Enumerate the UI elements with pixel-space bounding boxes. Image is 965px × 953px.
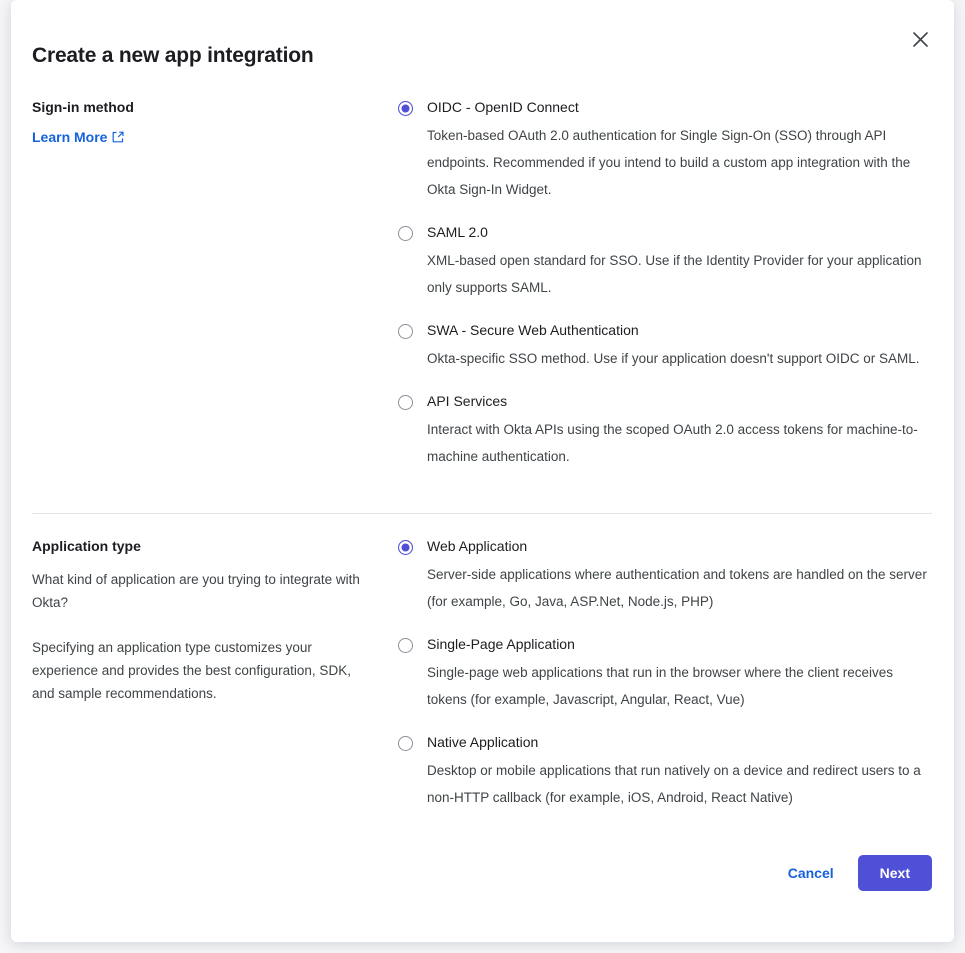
- application-type-section: [32, 536, 932, 811]
- cancel-button[interactable]: Cancel: [782, 857, 840, 889]
- radio-indicator-web-application[interactable]: [398, 540, 413, 555]
- radio-option-single-page-application[interactable]: [398, 634, 932, 713]
- radio-option-swa-body: [427, 320, 932, 372]
- radio-option-single-page-application-body: [427, 634, 932, 713]
- radio-option-api-services-title: API Services: [427, 393, 508, 409]
- radio-indicator-single-page-application[interactable]: [398, 638, 413, 653]
- radio-option-api-services-description: Interact with Okta APIs using the scoped OAuth 2.0 access tokens for machine-to-machine authentication.: [427, 422, 918, 464]
- radio-option-swa-description: Okta-specific SSO method. Use if your application doesn't support OIDC or SAML.: [427, 351, 920, 366]
- radio-indicator-oidc[interactable]: [398, 101, 413, 116]
- sign-in-method-section: [32, 97, 932, 470]
- radio-indicator-native-application[interactable]: [398, 736, 413, 751]
- radio-option-single-page-application-description: Single-page web applications that run in the browser where the client receives tokens (for example, Javascript, Angular, React, Vue): [427, 665, 894, 707]
- radio-option-api-services-body: [427, 391, 932, 470]
- dialog-title: Create a new app integration: [32, 44, 314, 67]
- radio-option-swa[interactable]: [398, 320, 932, 372]
- dialog-footer: [32, 855, 932, 891]
- radio-option-web-application-title: Web Application: [427, 538, 528, 554]
- section-divider: [32, 513, 932, 514]
- learn-more-link[interactable]: [32, 129, 124, 145]
- next-button[interactable]: Next: [858, 855, 932, 891]
- close-icon: [912, 31, 929, 48]
- radio-option-web-application[interactable]: [398, 536, 932, 615]
- create-app-integration-dialog: [11, 0, 954, 942]
- radio-option-oidc-body: [427, 97, 932, 203]
- external-link-icon: [112, 131, 124, 143]
- radio-indicator-swa[interactable]: [398, 324, 413, 339]
- application-type-help-2: Specifying an application type customizes your experience and provides the best configuration, SDK, and sample recommendations.: [32, 640, 351, 701]
- application-type-help-1: What kind of application are you trying to integrate with Okta?: [32, 572, 360, 610]
- sign-in-method-options: [398, 97, 932, 470]
- radio-option-saml-title: SAML 2.0: [427, 224, 488, 240]
- learn-more-label: Learn More: [32, 129, 108, 145]
- radio-option-native-application[interactable]: [398, 732, 932, 811]
- application-type-left-column: [32, 536, 398, 811]
- radio-option-native-application-body: [427, 732, 932, 811]
- radio-option-saml-description: XML-based open standard for SSO. Use if the Identity Provider for your application only supports SAML.: [427, 253, 922, 295]
- sign-in-method-label: Sign-in method: [32, 99, 134, 115]
- radio-option-web-application-description: Server-side applications where authentication and tokens are handled on the server (for example, Go, Java, ASP.Net, Node.js, PHP): [427, 567, 927, 609]
- radio-option-saml[interactable]: [398, 222, 932, 301]
- close-dialog-button[interactable]: [906, 25, 934, 53]
- application-type-options: [398, 536, 932, 811]
- sign-in-method-left-column: [32, 97, 398, 470]
- radio-option-web-application-body: [427, 536, 932, 615]
- radio-option-api-services[interactable]: [398, 391, 932, 470]
- radio-indicator-saml[interactable]: [398, 226, 413, 241]
- radio-option-native-application-title: Native Application: [427, 734, 539, 750]
- radio-option-oidc-title: OIDC - OpenID Connect: [427, 99, 579, 115]
- radio-option-oidc[interactable]: [398, 97, 932, 203]
- radio-option-swa-title: SWA - Secure Web Authentication: [427, 322, 639, 338]
- radio-option-oidc-description: Token-based OAuth 2.0 authentication for Single Sign-On (SSO) through API endpoints. Recommended if you intend to build a custom app integration with the Okta Sign-In Widget.: [427, 128, 911, 197]
- radio-option-single-page-application-title: Single-Page Application: [427, 636, 575, 652]
- radio-option-native-application-description: Desktop or mobile applications that run natively on a device and redirect users to a non-HTTP callback (for example, iOS, Android, React Native): [427, 763, 921, 805]
- radio-indicator-api-services[interactable]: [398, 395, 413, 410]
- radio-option-saml-body: [427, 222, 932, 301]
- application-type-label: Application type: [32, 538, 141, 554]
